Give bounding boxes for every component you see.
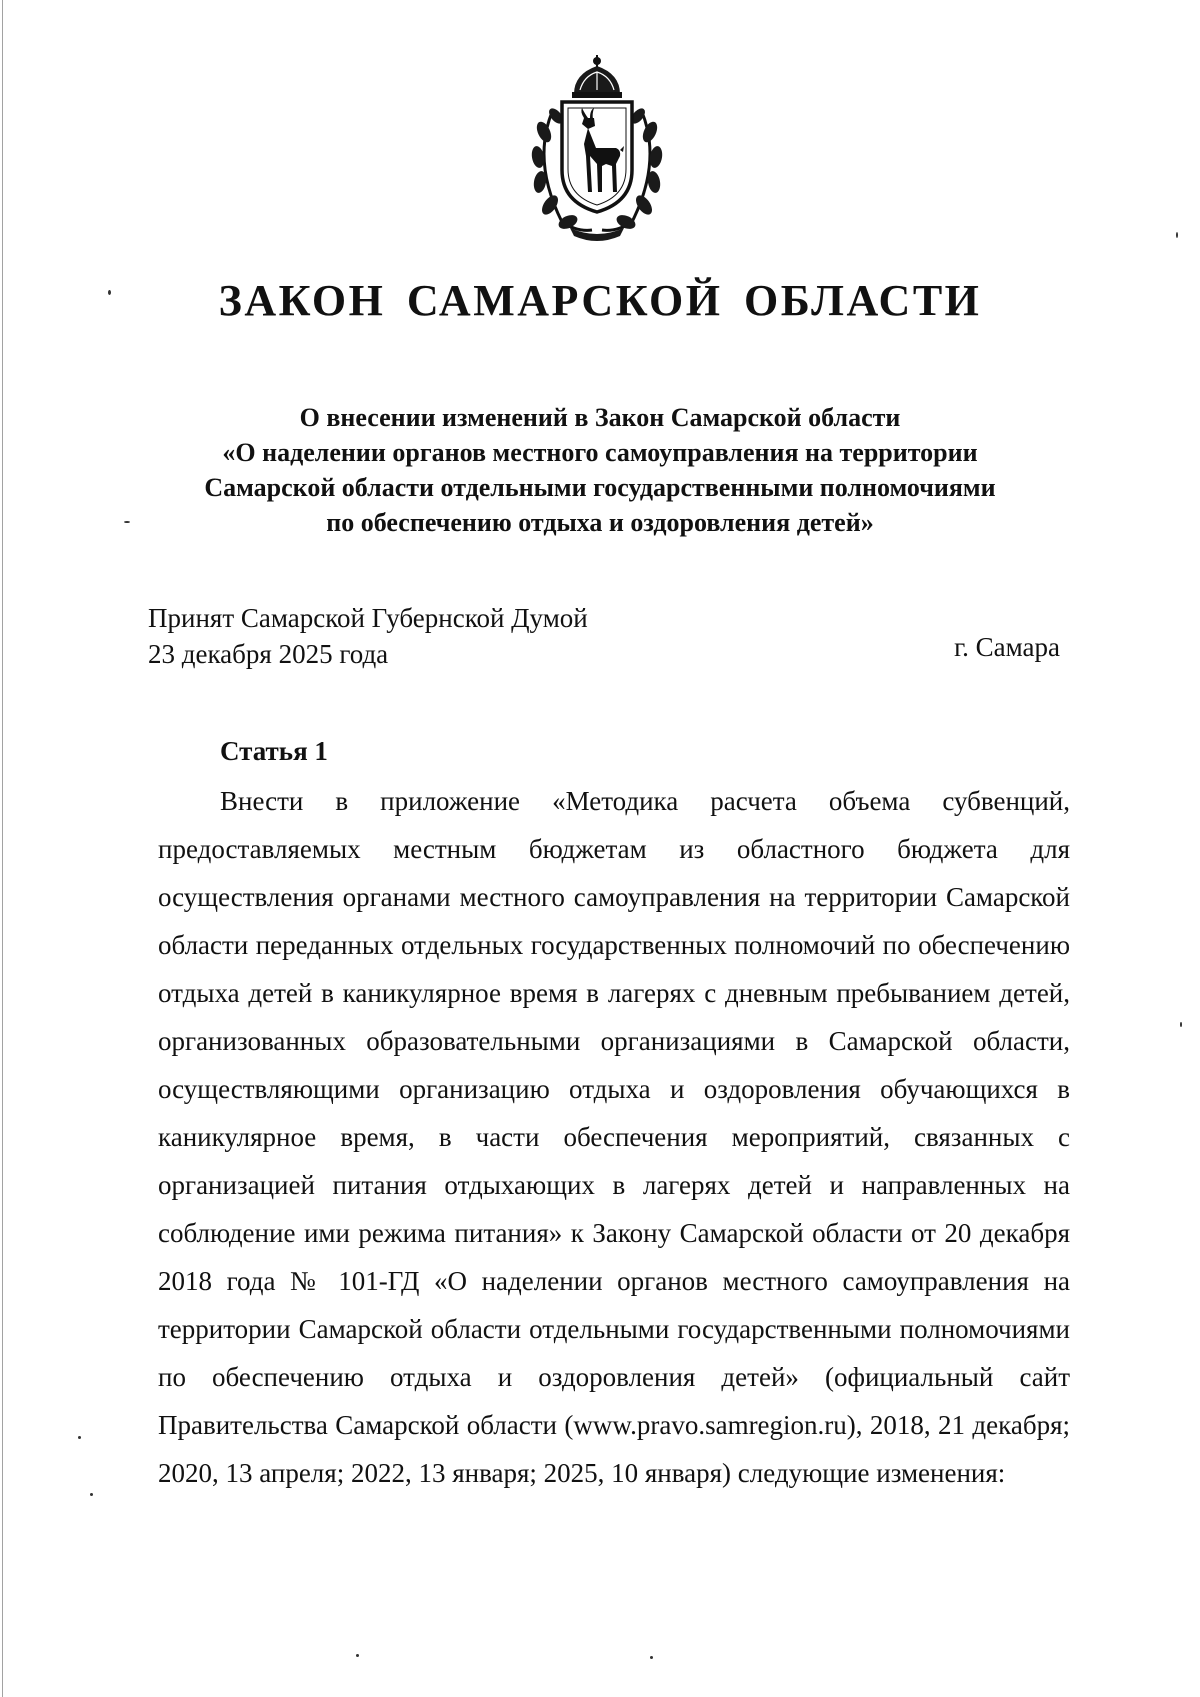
law-title: ЗАКОН САМАРСКОЙ ОБЛАСТИ	[218, 276, 982, 325]
article-heading: Статья 1	[220, 736, 328, 766]
scan-speck	[356, 1654, 359, 1657]
city-name: г. Самара	[954, 632, 1060, 662]
scan-speck	[1180, 1022, 1182, 1027]
adoption-info	[148, 600, 588, 672]
subtitle-line: Самарской области отдельными государственными полномочиями	[204, 473, 996, 502]
scan-speck	[650, 1656, 653, 1659]
adopted-by: Принят Самарской Губернской Думой	[148, 603, 588, 633]
coat-of-arms-emblem	[522, 52, 672, 244]
scan-speck	[78, 1436, 81, 1439]
article-body	[158, 777, 1070, 1497]
article-text: Внести в приложение «Методика расчета объема субвенций, предоставляемых местным бюджетам из областного бюджета для осуществления органами местного самоуправления на территории Самарской области переданных отдельных государственных полномочий по обеспечению отдыха детей в каникулярное время в лагерях с дневным пребыванием детей, организованных образовательными организациями в Самарской области, осуществляющими организацию отдыха и оздоровления обучающихся в каникулярное время, в части обеспечения мероприятий, связанных с организацией питания отдыхающих в лагерях детей и направленных на соблюдение ими режима питания» к Закону Самарской области от 20 декабря 2018 года № 101-ГД «О наделении органов местного самоуправления на территории Самарской области отдельными государственными полномочиями по обеспечению отдыха и оздоровления детей» (официальный сайт Правительства Самарской области (www.pravo.samregion.ru), 2018, 21 декабря; 2020, 13 апреля; 2022, 13 января; 2025, 10 января) следующие изменения:	[158, 786, 1070, 1488]
subtitle-line: О внесении изменений в Закон Самарской области	[299, 403, 901, 432]
scan-edge-line	[2, 0, 3, 1697]
scan-speck	[1176, 232, 1178, 238]
law-subtitle	[130, 400, 1070, 540]
subtitle-line: «О наделении органов местного самоуправления на территории	[222, 438, 978, 467]
scan-speck	[90, 1493, 93, 1496]
subtitle-line: по обеспечению отдыха и оздоровления детей»	[326, 508, 874, 537]
crown-icon	[572, 55, 622, 98]
adoption-date: 23 декабря 2025 года	[148, 639, 389, 669]
